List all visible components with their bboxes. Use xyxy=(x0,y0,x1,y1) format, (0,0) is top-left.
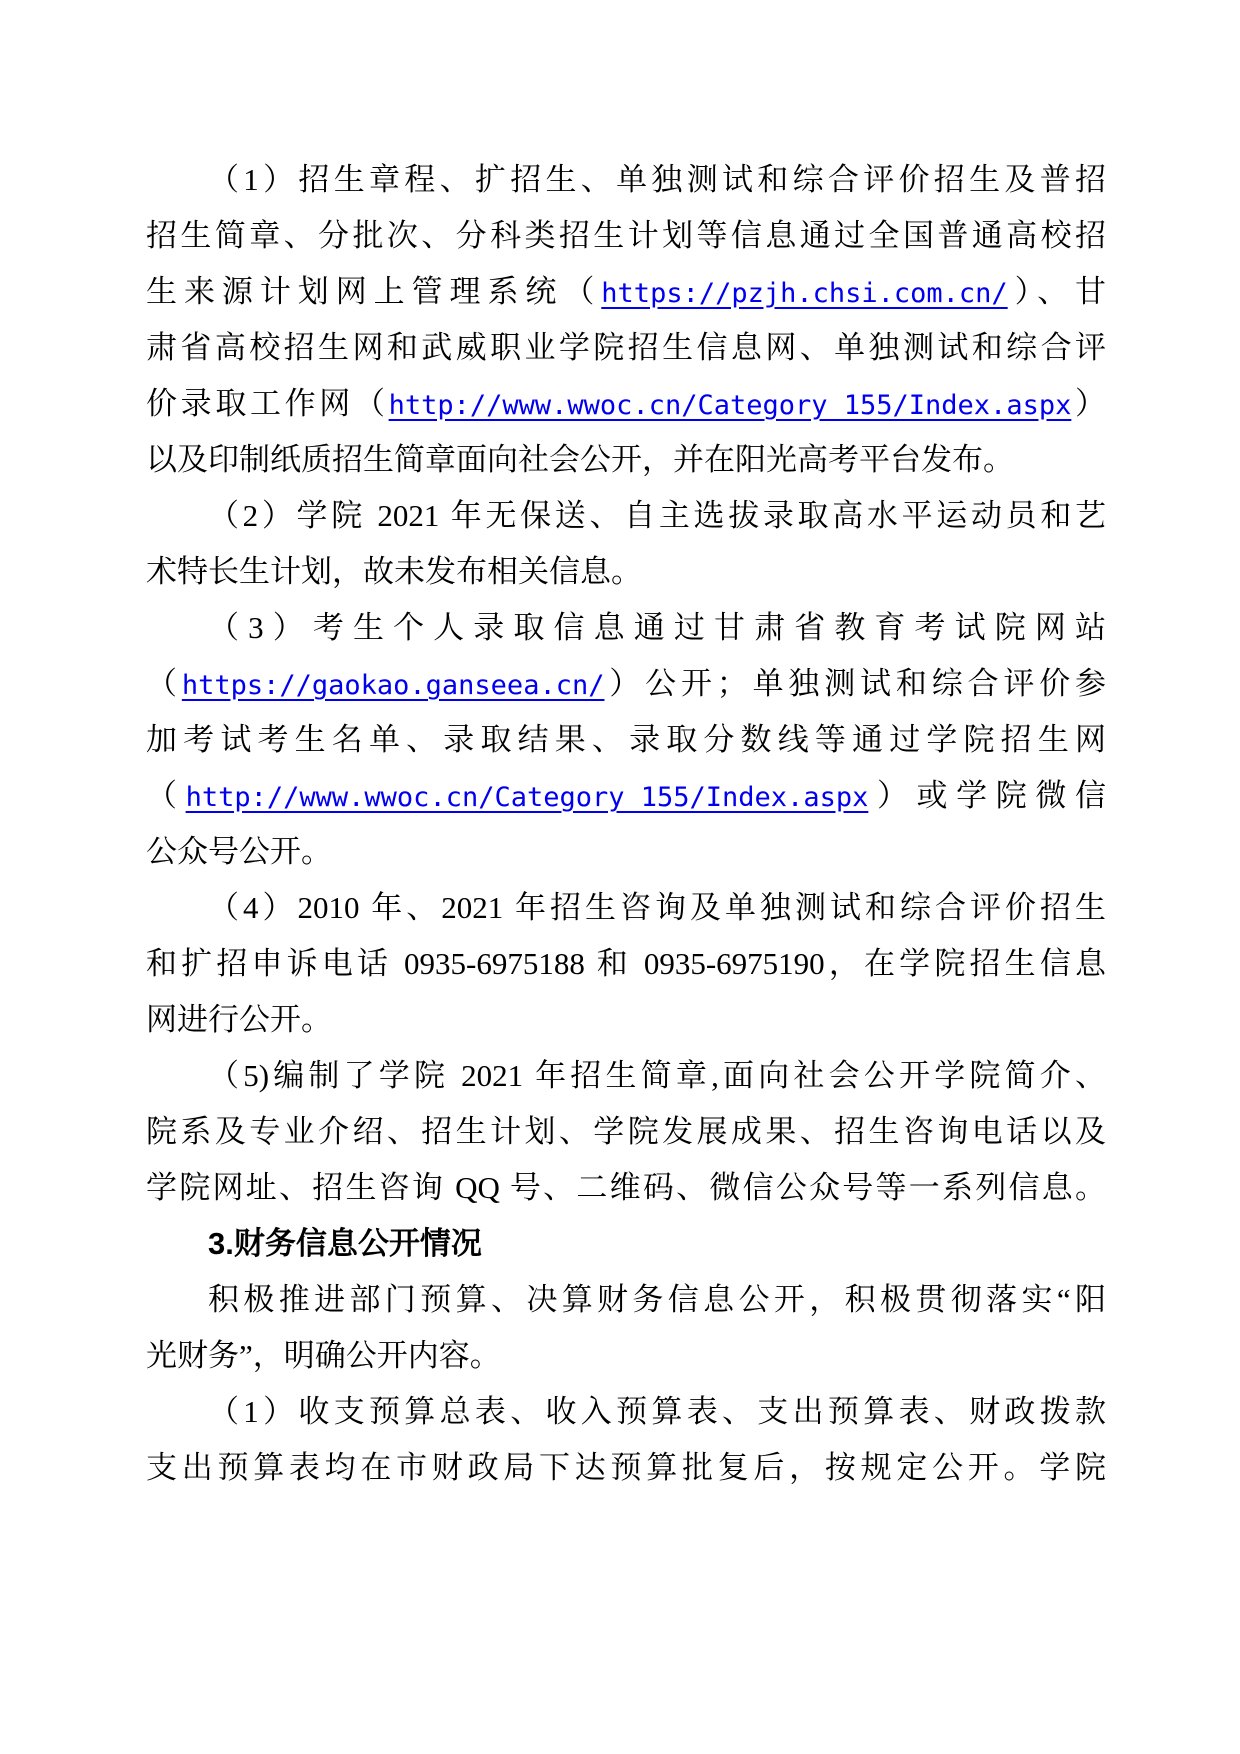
text-run: （3）考生个人录取信息通过甘肃省教育考试院网站 xyxy=(208,610,1106,645)
text-line xyxy=(146,544,1106,600)
hyperlink[interactable]: http://www.wwoc.cn/Category_155/Index.aspx xyxy=(185,782,869,813)
text-line xyxy=(146,992,1106,1048)
text-run: （4）2010 年、2021 年招生咨询及单独测试和综合评价招生 xyxy=(208,890,1106,925)
hyperlink[interactable]: https://pzjh.chsi.com.cn/ xyxy=(601,278,1008,309)
text-run: 术特长生计划，故未发布相关信息。 xyxy=(146,554,642,589)
text-run: 以及印制纸质招生简章面向社会公开，并在阳光高考平台发布。 xyxy=(146,442,1014,477)
text-run: ）或学院微信 xyxy=(868,778,1106,813)
text-line xyxy=(146,1328,1106,1384)
text-run: 和扩招申诉电话 0935-6975188 和 0935-6975190，在学院招生信息 xyxy=(146,946,1106,981)
text-line xyxy=(146,264,1106,320)
text-run: 院系及专业介绍、招生计划、学院发展成果、招生咨询电话以及 xyxy=(146,1114,1106,1149)
text-run: 网进行公开。 xyxy=(146,1002,332,1037)
text-line xyxy=(146,656,1106,712)
text-line xyxy=(146,1384,1106,1440)
text-run: 生来源计划网上管理系统（ xyxy=(146,274,602,309)
text-run: 招生简章、分批次、分科类招生计划等信息通过全国普通高校招 xyxy=(146,218,1106,253)
text-line xyxy=(146,1104,1106,1160)
text-line xyxy=(146,768,1106,824)
text-line xyxy=(146,824,1106,880)
text-line xyxy=(146,1440,1106,1496)
text-run: （ xyxy=(146,778,186,813)
text-run: （5)编制了学院 2021 年招生简章,面向社会公开学院简介、 xyxy=(208,1058,1106,1093)
text-line xyxy=(146,376,1106,432)
text-run: 加考试考生名单、录取结果、录取分数线等通过学院招生网 xyxy=(146,722,1106,757)
text-run: 积极推进部门预算、决算财务信息公开，积极贯彻落实“阳 xyxy=(208,1282,1106,1317)
hyperlink[interactable]: http://www.wwoc.cn/Category_155/Index.aspx xyxy=(388,390,1072,421)
text-line xyxy=(146,1048,1106,1104)
text-run: （2）学院 2021 年无保送、自主选拔录取高水平运动员和艺 xyxy=(208,498,1106,533)
hyperlink[interactable]: https://gaokao.ganseea.cn/ xyxy=(181,670,605,701)
text-run: （1）收支预算总表、收入预算表、支出预算表、财政拨款 xyxy=(208,1394,1106,1429)
text-line xyxy=(146,1272,1106,1328)
text-run: （1）招生章程、扩招生、单独测试和综合评价招生及普招 xyxy=(208,162,1106,197)
section-heading xyxy=(146,1216,1106,1272)
text-line xyxy=(146,488,1106,544)
text-run: 价录取工作网（ xyxy=(146,386,389,421)
text-line xyxy=(146,320,1106,376)
text-run: ）公开；单独测试和综合评价参 xyxy=(604,666,1107,701)
text-line xyxy=(146,936,1106,992)
text-line xyxy=(146,880,1106,936)
text-run: ）、甘 xyxy=(1007,274,1107,309)
text-line xyxy=(146,432,1106,488)
text-line xyxy=(146,712,1106,768)
text-line xyxy=(146,208,1106,264)
text-line xyxy=(146,600,1106,656)
text-run: 光财务”，明确公开内容。 xyxy=(146,1338,501,1373)
text-line xyxy=(146,152,1106,208)
text-run: 学院网址、招生咨询 QQ 号、二维码、微信公众号等一系列信息。 xyxy=(146,1170,1106,1205)
document-body xyxy=(146,152,1106,1496)
text-run: 支出预算表均在市财政局下达预算批复后，按规定公开。学院 xyxy=(146,1450,1106,1485)
text-line xyxy=(146,1160,1106,1216)
text-run: 公众号公开。 xyxy=(146,834,332,869)
text-run: 3.财务信息公开情况 xyxy=(208,1226,482,1261)
text-run: ） xyxy=(1071,386,1107,421)
text-run: （ xyxy=(146,666,182,701)
text-run: 肃省高校招生网和武威职业学院招生信息网、单独测试和综合评 xyxy=(146,330,1106,365)
